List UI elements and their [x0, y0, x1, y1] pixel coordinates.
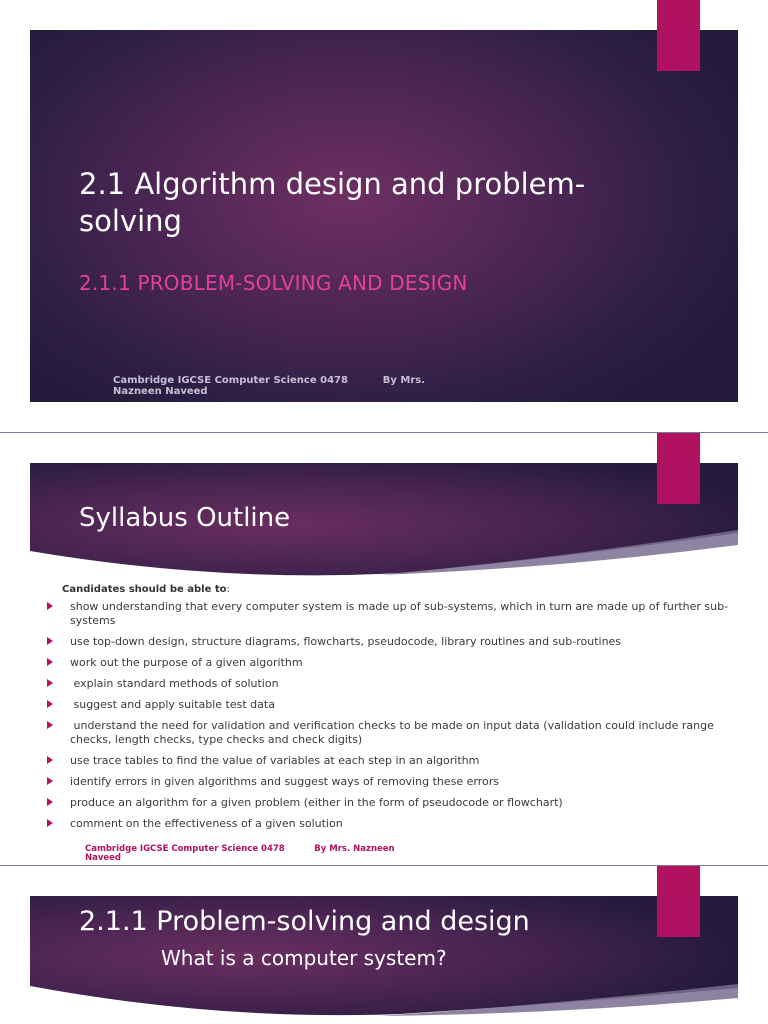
accent-tab — [657, 0, 700, 71]
slide-title: 2.1.1 Problem-solving and design — [79, 906, 530, 937]
slide-footer — [113, 375, 425, 397]
bullet-arrow-icon — [47, 679, 53, 687]
list-item — [0, 719, 740, 747]
lead-text — [62, 584, 230, 595]
list-item — [0, 775, 740, 789]
list-item-text: use top-down design, structure diagrams, flowcharts, pseudocode, library routines and sub-routines — [70, 635, 622, 648]
footer-line-1: Cambridge IGCSE Computer Science 0478 By Mrs. Nazneen — [85, 844, 395, 854]
bullet-arrow-icon — [47, 756, 53, 764]
slide-footer — [85, 845, 395, 863]
footer-line-2: Naveed — [85, 853, 122, 863]
lead-bold: Candidates should be able to — [62, 584, 227, 595]
list-item — [0, 635, 740, 649]
slide-title: Syllabus Outline — [79, 503, 291, 533]
slide-1 — [0, 0, 768, 432]
bullet-arrow-icon — [47, 602, 53, 610]
list-item — [0, 656, 740, 670]
header-band — [0, 866, 768, 1024]
accent-tab — [657, 866, 700, 937]
footer-line-1: Cambridge IGCSE Computer Science 0478 By Mrs. — [113, 375, 426, 386]
list-item-text: identify errors in given algorithms and suggest ways of removing these errors — [70, 775, 499, 788]
bullet-arrow-icon — [47, 721, 53, 729]
list-item-text: comment on the effectiveness of a given solution — [70, 817, 343, 830]
bullet-arrow-icon — [47, 798, 53, 806]
bullet-arrow-icon — [47, 777, 53, 785]
list-item — [0, 600, 740, 628]
list-item — [0, 698, 740, 712]
accent-tab — [657, 433, 700, 504]
list-item-text: suggest and apply suitable test data — [70, 698, 275, 711]
footer-line-2: Nazneen Naveed — [113, 386, 208, 397]
slide-3 — [0, 866, 768, 1024]
list-item — [0, 817, 740, 831]
list-item — [0, 677, 740, 691]
slide-title: 2.1 Algorithm design and problem-solving — [79, 167, 586, 238]
list-item — [0, 796, 740, 810]
list-item-text: explain standard methods of solution — [70, 677, 279, 690]
list-item-text: work out the purpose of a given algorithm — [70, 656, 303, 669]
list-item-text: understand the need for validation and verification checks to be made on input data (validation could include range checks, length checks, type checks and check digits) — [70, 719, 718, 746]
lead-rest: : — [226, 584, 230, 595]
bullet-arrow-icon — [47, 658, 53, 666]
slide-subtitle: 2.1.1 PROBLEM-SOLVING AND DESIGN — [79, 271, 468, 295]
bullet-arrow-icon — [47, 819, 53, 827]
list-item-text: use trace tables to find the value of variables at each step in an algorithm — [70, 754, 480, 767]
bullet-arrow-icon — [47, 637, 53, 645]
list-item-text: produce an algorithm for a given problem (either in the form of pseudocode or flowchart) — [70, 796, 563, 809]
list-item-text: show understanding that every computer system is made up of sub-systems, which in turn are made up of further sub-systems — [70, 600, 729, 627]
bullet-arrow-icon — [47, 700, 53, 708]
list-item — [0, 754, 740, 768]
slide-subtitle: What is a computer system? — [161, 946, 447, 970]
syllabus-list — [0, 600, 740, 838]
